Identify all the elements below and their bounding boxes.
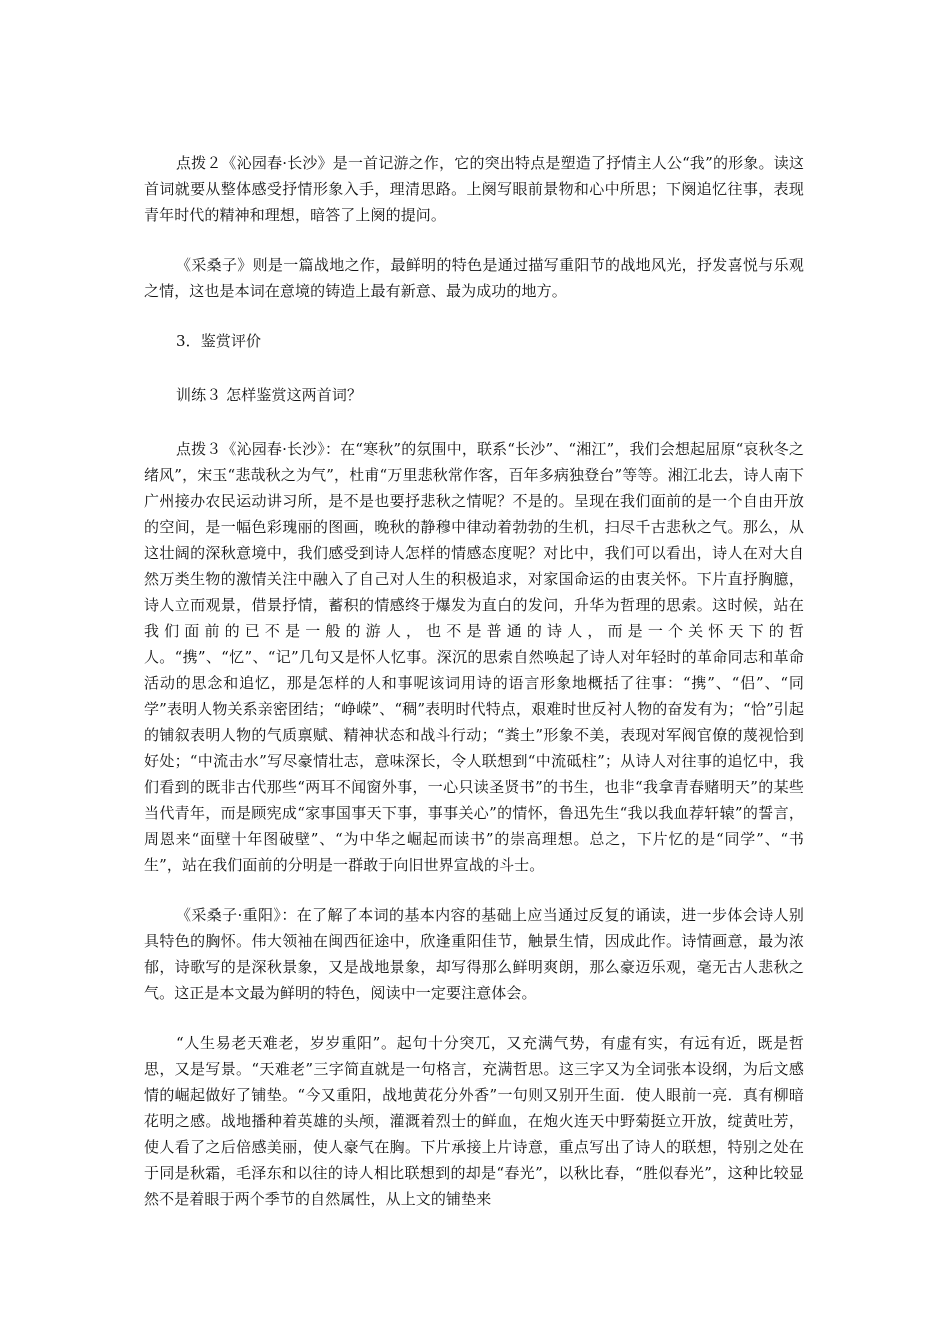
- exercise-3-question: 训练３ 怎样鉴赏这两首词？: [176, 386, 363, 404]
- paragraph-caisangzi-chongyang: 《采桑子·重阳》：在了解了本词的基本内容的基础上应当通过反复的诵读，进一步体会诗人别具特色的胸怀。伟大领袖在闽西征途中，欣逢重阳佳节，触景生情，因成此作。诗情画意，最为浓郁，诗歌写的是深秋景象，又是战地景象，却写得那么鲜明爽朗，那么豪迈乐观，毫无古人悲秋之气。这正是本文最为鲜明的特色，阅读中一定要注意体会。: [144, 906, 804, 1002]
- paragraph-rensheng-yilao: “人生易老天难老，岁岁重阳”。起句十分突兀，又充满气势，有虚有实，有远有近，既是哲思，又是写景。“天难老”三字简直就是一句格言，充满哲思。这三字又为全词张本设纲，为后文感情的崛起做好了铺垫。“今又重阳，战地黄花分外香”一句则又别开生面．使人眼前一亮．真有柳暗花明之感。战地播种着英雄的头颅，灌溉着烈士的鲜血，在炮火连天中野菊挺立开放，绽黄吐芳，使人看了之后倍感美丽，使人豪气在胸。下片承接上片诗意，重点写出了诗人的联想，特别之处在于同是秋霜，毛泽东和以往的诗人相比联想到的却是“春光”，以秋比春，“胜似春光”，这种比较显然不是着眼于两个季节的自然属性，从上文的铺垫来: [144, 1034, 804, 1208]
- paragraph-caisangzi-intro: 《采桑子》则是一篇战地之作，最鲜明的特色是通过描写重阳节的战地风光，抒发喜悦与乐观之情，这也是本词在意境的铸造上最有新意、最为成功的地方。: [144, 256, 804, 300]
- section-heading-appreciation: 3．鉴赏评价: [176, 332, 262, 350]
- paragraph-hint-2: 点拨２《沁园春·长沙》是一首记游之作，它的突出特点是塑造了抒情主人公“我”的形象。读这首词就要从整体感受抒情形象入手，理清思路。上阕写眼前景物和心中所思；下阕追忆往事，表现青年时代的精神和理想，暗答了上阕的提问。: [144, 154, 804, 224]
- paragraph-hint-3: 点拨３《沁园春·长沙》：在“寒秋”的氛围中，联系“长沙”、“湘江”，我们会想起屈原“哀秋冬之绪风”，宋玉“悲哉秋之为气”，杜甫“万里悲秋常作客，百年多病独登台”等等。湘江北去，诗人南下广州接办农民运动讲习所，是不是也要抒悲秋之情呢？不是的。呈现在我们面前的是一个自由开放的空间，是一幅色彩瑰丽的图画，晚秋的静穆中律动着勃勃的生机，扫尽千古悲秋之气。那么，从这壮阔的深秋意境中，我们感受到诗人怎样的情感态度呢？对比中，我们可以看出，诗人在对大自然万类生物的激情关注中融入了自己对人生的积极追求，对家国命运的由衷关怀。下片直抒胸臆，诗人立而观景，借景抒情，蓄积的情感终于爆发为直白的发问，升华为哲理的思索。这时候，站在我们面前的已不是一般的游人，也不是普通的诗人，而是一个关怀天下的哲人。“携”、“忆”、“记”几句又是怀人忆事。深沉的思索自然唤起了诗人对年轻时的革命同志和革命活动的思念和追忆，那是怎样的人和事呢该词用诗的语言形象地概括了往事：“携”、“侣”、“同学”表明人物关系亲密团结；“峥嵘”、“稠”表明时代特点，艰难时世反衬人物的奋发有为；“恰”引起的铺叙表明人物的气质禀赋、精神状态和战斗行动；“粪土”形象不美，表现对军阀官僚的蔑视恰到好处；“中流击水”写尽豪情壮志，意味深长，令人联想到“中流砥柱”；从诗人对往事的追忆中，我们看到的既非古代那些“两耳不闻窗外事，一心只读圣贤书”的书生，也非“我拿青春赌明天”的某些当代青年，而是顾宪成“家事国事天下事，事事关心”的情怀，鲁迅先生“我以我血荐轩辕”的誓言，周恩来“面壁十年图破壁”、“为中华之崛起而读书”的崇高理想。总之，下片忆的是“同学”、“书生”，站在我们面前的分明是一群敢于向旧世界宣战的斗士。: [144, 440, 804, 874]
- document-body: [144, 150, 804, 1236]
